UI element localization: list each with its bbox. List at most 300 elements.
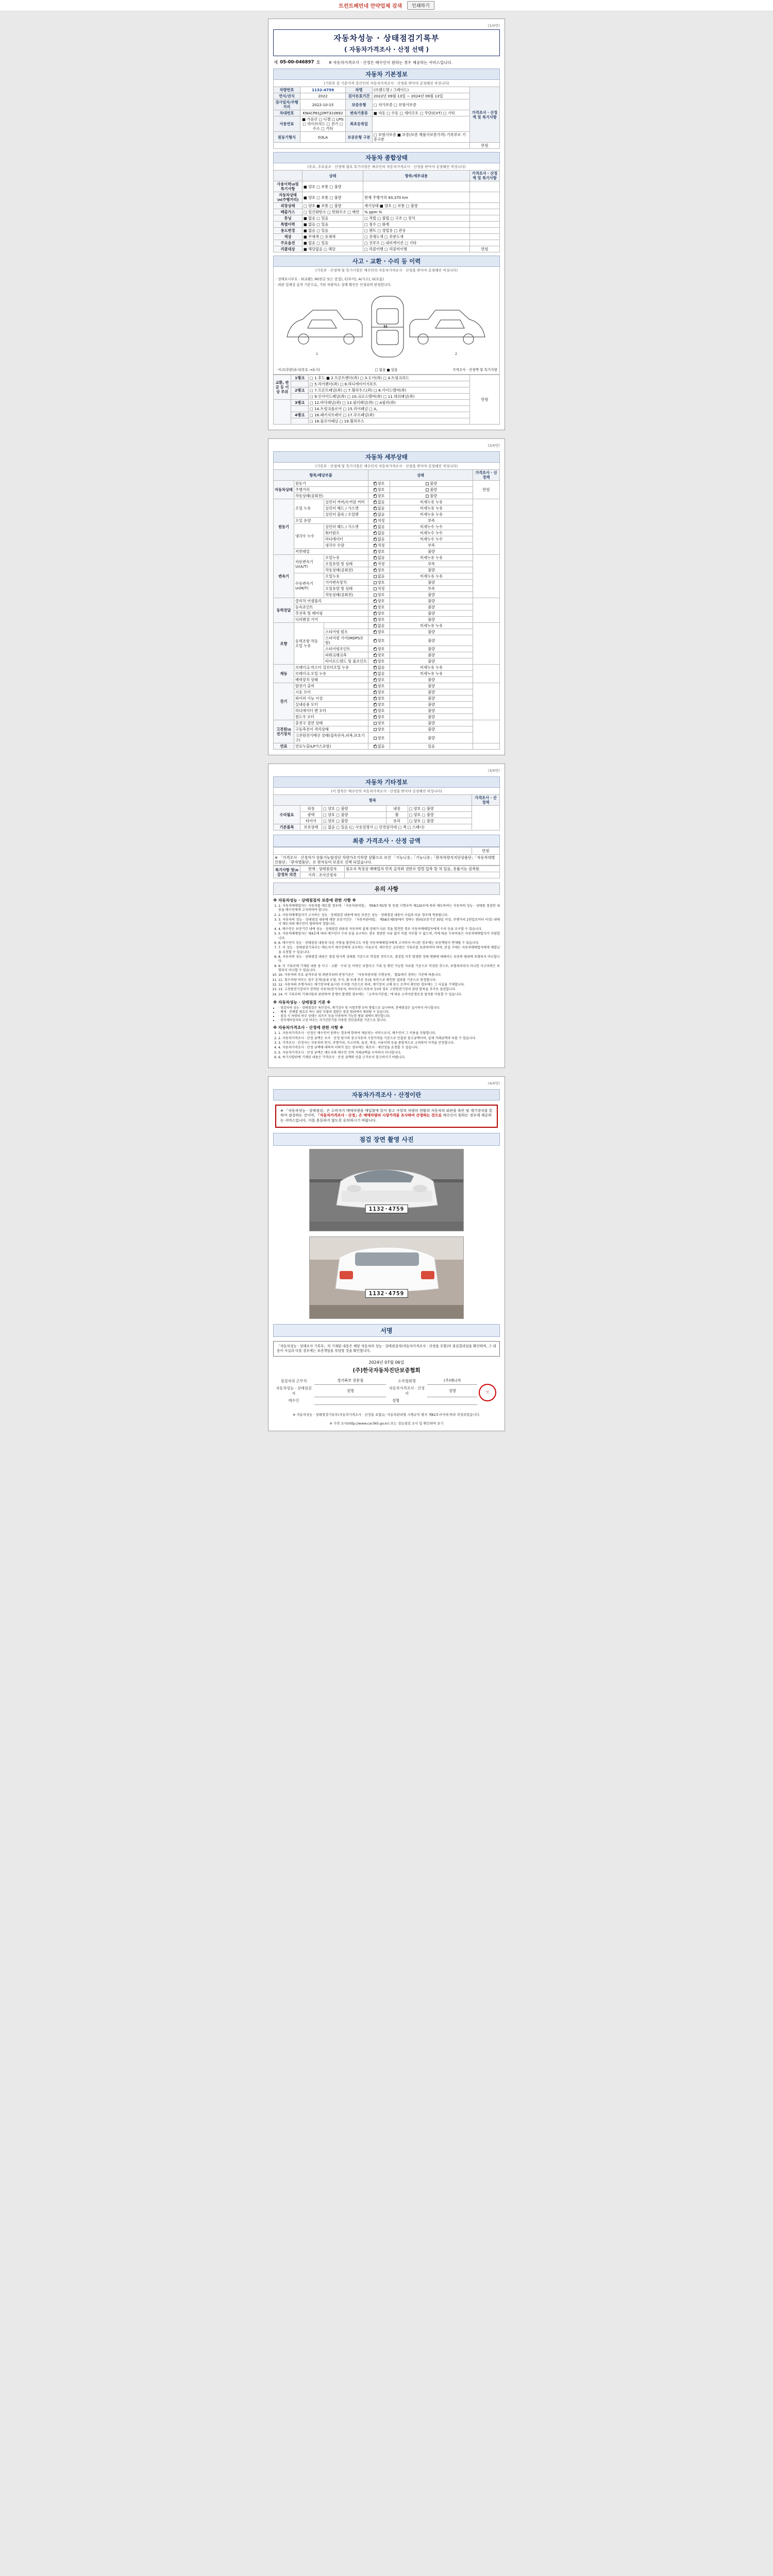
frame-rank-6: 4랭크 bbox=[291, 412, 309, 418]
detail-s1-4-2[interactable] bbox=[368, 635, 390, 646]
detail-s2-1-1[interactable]: 미세누유 누유 bbox=[390, 505, 473, 512]
subtitle-open-brace: ( bbox=[344, 46, 347, 53]
table-row bbox=[273, 1397, 500, 1405]
document-subtitle bbox=[274, 45, 499, 54]
etc-name-3: 기본품목 bbox=[274, 824, 300, 831]
sign-value-0[interactable]: 성명 bbox=[314, 1385, 386, 1397]
detail-s2-7-0[interactable]: 불량 bbox=[390, 720, 473, 726]
etc-table bbox=[273, 794, 500, 831]
detail-s1-4-4[interactable] bbox=[368, 652, 390, 658]
detail-s2-0-0[interactable]: 불량 bbox=[390, 481, 473, 487]
detail-s1-label-1-6: 없음 bbox=[377, 537, 385, 541]
detail-s2-3-1[interactable]: 불량 bbox=[390, 604, 473, 611]
basic-label2-5: 보증유형 구분 bbox=[346, 132, 373, 143]
footer-note-2: ※ 가격 조사(http://www.car365.go.kr) 또는 성능점검 조사 및 확인하여 보기 bbox=[329, 1421, 444, 1426]
frame-items-4[interactable]: □ 12.바닥패널(좌) □ 13.필러패널(좌) □ A필러(좌) bbox=[309, 400, 470, 406]
detail-s1-label-1-5: 없음 bbox=[377, 531, 385, 535]
detail-s2-8-0[interactable]: 있음 bbox=[390, 743, 473, 750]
overall-state-5[interactable]: ■ 없음 □ 있음 bbox=[303, 222, 363, 228]
frame-rank-1 bbox=[291, 381, 309, 387]
detail-group-8: 연료 bbox=[274, 743, 294, 750]
overall-state-9[interactable]: ■ 해당없음 □ 해당 bbox=[303, 246, 363, 252]
detail-s1-6-1[interactable] bbox=[368, 689, 390, 696]
table-row bbox=[274, 726, 500, 733]
disclaimer-post: 매수인이 원하는 경우에 제공하는 서비스입니다. 이를 혼동하지 않도록 유의하시기 바랍니다. bbox=[280, 1113, 492, 1123]
table-header-row bbox=[274, 795, 500, 806]
overall-name-0: 사용이력\n및 특기사항 bbox=[274, 181, 303, 192]
legend-left: · 사고(무판)표시(부호 →표시) bbox=[276, 368, 320, 372]
section-sub-basic: (기록부 중 기준가격 중산인의 자동차가격조사 · 산정을 받아야 공정해진 작성니다) bbox=[273, 80, 500, 87]
table-row bbox=[274, 714, 500, 720]
detail-s1-label-2-1: 적정 bbox=[377, 562, 385, 566]
table-row bbox=[274, 412, 500, 418]
table-row bbox=[274, 203, 500, 209]
detail-s1-label-1-3: 적정 bbox=[377, 518, 385, 523]
table-row bbox=[274, 623, 500, 629]
detail-s1-5-0[interactable] bbox=[368, 665, 390, 671]
detail-sub-2-4: 기어변속장치 bbox=[324, 580, 368, 586]
detail-s1-1-0[interactable] bbox=[368, 499, 390, 505]
page-mark-3: (3/4면) bbox=[488, 769, 500, 773]
frame-items-7[interactable]: □ 18.플로어패널 □ 19.휠하우스 bbox=[309, 418, 470, 425]
frame-items-5[interactable]: □ 14.트렁크플로어 □ 15.리어패널 □ A, bbox=[309, 406, 470, 412]
table-row bbox=[274, 234, 500, 240]
detail-s1-label-2-4: 양호 bbox=[377, 580, 385, 585]
detail-s1-3-3[interactable] bbox=[368, 617, 390, 623]
detail-s2-3-2[interactable]: 불량 bbox=[390, 611, 473, 617]
detail-col-right: 가격조사 · 산정액 bbox=[473, 470, 500, 481]
detail-s1-1-2[interactable] bbox=[368, 512, 390, 518]
sign-label-1: 자동차가격조사 · 산정자 bbox=[389, 1385, 425, 1396]
detail-s2-2-2[interactable]: 불량 bbox=[390, 567, 473, 573]
table-row bbox=[274, 708, 500, 714]
legend-right: 가격조사 · 산정액 및 특기사항 bbox=[452, 368, 497, 372]
sign-label-branch: 점검자의 근무처 bbox=[280, 1378, 307, 1383]
detail-s1-3-0[interactable] bbox=[368, 598, 390, 604]
overall-col-right: 가격조사 · 산정액 및 특기사항 bbox=[470, 171, 500, 181]
section-title-overall: 자동차 종합상태 bbox=[273, 152, 500, 163]
overall-col-blank bbox=[274, 171, 303, 181]
detail-s1-label-7-0: 양호 bbox=[377, 721, 385, 725]
table-row bbox=[274, 222, 500, 228]
notice-head-1: ※ 자동차성능 · 상태점검자 보증에 관한 사항 ※ bbox=[273, 898, 356, 903]
detail-s1-0-2[interactable] bbox=[368, 493, 390, 499]
detail-s1-label-3-3: 양호 bbox=[377, 617, 385, 622]
sign-value-branch: 경기북부 전문점 bbox=[314, 1377, 386, 1385]
table-row bbox=[274, 93, 500, 99]
frame-rank-0: 1랭크 bbox=[291, 375, 309, 381]
detail-s1-1-8[interactable] bbox=[368, 549, 390, 555]
detail-s2-7-1[interactable]: 불량 bbox=[390, 726, 473, 733]
detail-item-1-8: 커먼레일 bbox=[294, 549, 368, 555]
document-title: 자동차성능 · 상태점검기록부 bbox=[333, 33, 440, 43]
detail-s1-1-4[interactable] bbox=[368, 524, 390, 530]
detail-s1-6-3[interactable] bbox=[368, 702, 390, 708]
special-a-0: 현재 : 상태점검자 bbox=[300, 866, 345, 872]
legend-mid[interactable]: □ 없음 ■ 있음 bbox=[375, 368, 398, 372]
detail-s1-2-0[interactable] bbox=[368, 555, 390, 561]
etc-aopt-0[interactable]: □ 양호 □ 불량 bbox=[322, 806, 386, 812]
detail-s2-4-4[interactable]: 불량 bbox=[390, 652, 473, 658]
detail-right-4 bbox=[473, 623, 500, 665]
detail-sub-1-1: 실린더 헤드 / 가스켓 bbox=[324, 505, 368, 512]
detail-sub-1-0: 실린더 커버/로커암 커버 bbox=[324, 499, 368, 505]
detail-s2-4-1[interactable]: 불량 bbox=[390, 629, 473, 635]
detail-item-1-0: 오일 누유 bbox=[294, 499, 324, 518]
signature-warning: 「자동차성능 · 상태조사 기록부」의 기재된 내용은 해당 자동차의 성능 · 상태점검자(자동차가격조사 · 산정을 포함)의 점검결과임을 확인하며, 그 내용이 사실과 다를 경우에는 보증책임을 부담할 것을 확인합니다. bbox=[273, 1341, 500, 1357]
detail-sub-2-5: 오일유량 및 상태 bbox=[324, 586, 368, 592]
signature-date: 2024년 07월 06일 bbox=[368, 1360, 405, 1365]
table-row bbox=[274, 406, 500, 412]
etc-b-1: 휠 bbox=[386, 812, 408, 818]
sign-value-2[interactable]: 성명 bbox=[314, 1397, 477, 1405]
basic-right-value: 만원 bbox=[470, 143, 500, 149]
signature-company: (주)한국자동차진단보증협회 bbox=[352, 1367, 421, 1374]
detail-s1-5-2[interactable] bbox=[368, 677, 390, 683]
section-title-detail: 자동차 세부상태 bbox=[273, 451, 500, 463]
frame-rank-4: 3랭크 bbox=[291, 400, 309, 406]
detail-s2-3-0[interactable]: 불량 bbox=[390, 598, 473, 604]
frame-items-1[interactable]: □ 5.리어펜더(좌) □ 6.라디에이터서포트 bbox=[309, 381, 470, 387]
detail-s2-1-0[interactable]: 미세누유 누유 bbox=[390, 499, 473, 505]
detail-s2-2-4[interactable]: 불량 bbox=[390, 580, 473, 586]
plate-rear: 1132·4759 bbox=[365, 1289, 408, 1298]
table-row bbox=[274, 604, 500, 611]
detail-s2-2-1[interactable]: 부족 bbox=[390, 561, 473, 567]
overall-name-4: 튜닝 bbox=[274, 215, 303, 222]
detail-s1-4-1[interactable] bbox=[368, 629, 390, 635]
etc-a-1: 광택 bbox=[300, 812, 322, 818]
table-row bbox=[274, 481, 500, 487]
table-row bbox=[274, 683, 500, 689]
overall-detail-8: □ 선루프 □ 내비게이션 □ 기타 bbox=[363, 240, 470, 246]
detail-s1-2-6[interactable] bbox=[368, 592, 390, 598]
disclaimer-pre: ※ 「자동차성능 · 상태점검」은 소비자가 매매차량을 매입함에 있어 참고 사항의 차량의 현황과 자동차의 외관을 육안 및 계기장치를 통하여 점검하는 것이며, bbox=[280, 1108, 493, 1118]
detail-s1-3-2[interactable] bbox=[368, 611, 390, 617]
overall-right-2 bbox=[470, 203, 500, 209]
detail-sub-2-1: 오일유량 및 상태 bbox=[324, 561, 368, 567]
detail-s2-1-4[interactable]: 미세누수 누수 bbox=[390, 524, 473, 530]
detail-s2-1-6[interactable]: 미세누수 누수 bbox=[390, 536, 473, 543]
notice-sub-list bbox=[278, 1006, 500, 1022]
table-row bbox=[274, 824, 500, 831]
basic-label2-3: 변속기종류 bbox=[346, 110, 373, 116]
diagram-label-side: M bbox=[383, 325, 388, 329]
table-row bbox=[274, 518, 500, 524]
detail-item-7-2: 고전원전기배선 상태(접속단자,피복,보호기구) bbox=[294, 733, 368, 743]
detail-s2-6-4[interactable]: 불량 bbox=[390, 708, 473, 714]
list-item: 3. 3. 자동차의 성능 · 상태점검 내용에 대한 보증기간은 「자동차관리법」 제58조제5항에서 정하는 범위(보증기간 30일 이상, 주행거리 2천킬로미터 이상) 내에서 매도자와 매수인이 협의하여 정합니다. bbox=[278, 918, 500, 927]
detail-s1-label-2-6: 양호 bbox=[377, 592, 385, 597]
detail-s2-5-0[interactable]: 미세누유 누유 bbox=[390, 665, 473, 671]
etc-bopt-1[interactable]: □ 양호 □ 불량 bbox=[408, 812, 472, 818]
detail-s1-3-1[interactable] bbox=[368, 604, 390, 611]
table-row bbox=[274, 549, 500, 555]
photo-section-title: 점검 장면 촬영 사진 bbox=[273, 1133, 500, 1146]
detail-s1-0-0[interactable] bbox=[368, 481, 390, 487]
detail-item-5-1: 브레이크 오일 누유 bbox=[294, 671, 368, 677]
detail-s1-1-5[interactable] bbox=[368, 530, 390, 536]
overall-detail-5: □ 침수 □ 화재 bbox=[363, 222, 470, 228]
detail-item-6-1: 시동 모터 bbox=[294, 689, 368, 696]
diagram-label-rear: 2 bbox=[455, 352, 458, 356]
overall-state-3[interactable]: □ 일산화탄소 □ 탄화수소 □ 매연 bbox=[303, 209, 363, 215]
detail-group-3: 동력전달 bbox=[274, 598, 294, 623]
overall-state-0[interactable]: ■ 양호 □ 보통 □ 불량 bbox=[303, 181, 363, 192]
list-item: 6. 6. 특기사항란에 기재된 내용은 가격조사 · 산정 금액의 산출 근거로서 참고하시기 바랍니다. bbox=[278, 1056, 500, 1060]
list-item: 4. 4. 매수인은 보증기간 내에 성능 · 상태점검 내용과 자동차의 실제 상태가 다른 것을 발견한 경우 자동차매매업자에게 수리 등을 요구할 수 있습니다. bbox=[278, 927, 500, 931]
frame-items-6[interactable]: □ 16.패키지트레이 □ 17.루프패널(좌) bbox=[309, 412, 470, 418]
detail-s1-7-2[interactable] bbox=[368, 733, 390, 743]
detail-s2-2-3[interactable]: 미세누유 누유 bbox=[390, 573, 473, 580]
detail-item-0-1: 주행거리 bbox=[294, 487, 368, 493]
detail-s1-5-1[interactable] bbox=[368, 671, 390, 677]
sheet-page-3 bbox=[268, 764, 505, 1068]
docno-suffix: 호 bbox=[316, 60, 321, 65]
detail-s1-label-5-0: 없음 bbox=[377, 665, 385, 670]
detail-s1-0-1[interactable] bbox=[368, 487, 390, 493]
frame-items-2[interactable]: □ 7.프론트패널(좌) □ 7.휠하우스(좌) □ 8.사이드멤버(좌) bbox=[309, 387, 470, 394]
overall-name-8: 주요옵션 bbox=[274, 240, 303, 246]
basic-label-2: 검사일자/주행거리 bbox=[274, 99, 300, 110]
list-item: 8. 8. 자동차의 성능 · 상태점검 내용은 점검 당시의 상태를 기준으로 작성된 것이므로, 점검일 이후 발생한 상태 변화에 대해서는 보증의 범위에 포함되지 아니합니다. bbox=[278, 955, 500, 964]
detail-s1-2-3[interactable] bbox=[368, 573, 390, 580]
detail-s2-3-3[interactable]: 불량 bbox=[390, 617, 473, 623]
table-row bbox=[274, 487, 500, 493]
detail-s2-2-6[interactable]: 불량 bbox=[390, 592, 473, 598]
table-row bbox=[274, 493, 500, 499]
signature-table bbox=[273, 1377, 500, 1408]
detail-s1-6-0[interactable] bbox=[368, 683, 390, 689]
detail-s2-6-0[interactable]: 불량 bbox=[390, 683, 473, 689]
detail-s1-1-6[interactable] bbox=[368, 536, 390, 543]
detail-s1-label-1-1: 없음 bbox=[377, 506, 385, 511]
table-row bbox=[274, 866, 500, 872]
table-row bbox=[274, 733, 500, 743]
docno-label: 제 bbox=[274, 60, 278, 65]
detail-s2-1-5[interactable]: 미세누수 누수 bbox=[390, 530, 473, 536]
detail-s1-8-0[interactable] bbox=[368, 743, 390, 750]
detail-s1-label-8-0: 없음 bbox=[377, 744, 385, 749]
overall-state-8[interactable]: ■ 없음 □ 있음 bbox=[303, 240, 363, 246]
frame-items-0[interactable]: □ 1.후드 ■ 2.프론트펜더(좌) □ 3.도어(좌) □ 4.트렁크리드 bbox=[309, 375, 470, 381]
detail-s1-label-4-1: 양호 bbox=[377, 630, 385, 634]
etc-bopt-2[interactable]: □ 양호 □ 불량 bbox=[408, 818, 472, 824]
detail-sub-2-6: 작동상태(공회전) bbox=[324, 592, 368, 598]
stamp-cell bbox=[477, 1377, 500, 1408]
table-row bbox=[274, 665, 500, 671]
sheet-page-1 bbox=[268, 19, 505, 430]
detail-s2-1-3[interactable]: 부족 bbox=[390, 518, 473, 524]
detail-s2-6-5[interactable]: 불량 bbox=[390, 714, 473, 720]
etc-a-2: 타이어 bbox=[300, 818, 322, 824]
detail-s2-6-2[interactable]: 불량 bbox=[390, 696, 473, 702]
stamp-icon: 인 bbox=[478, 1383, 497, 1402]
overall-state-6[interactable]: ■ 없음 □ 있음 bbox=[303, 228, 363, 234]
detail-s2-4-3[interactable]: 불량 bbox=[390, 646, 473, 652]
etc-a-3: 보유상태 bbox=[300, 824, 322, 831]
table-row bbox=[274, 192, 500, 203]
table-row bbox=[274, 872, 500, 878]
detail-s1-2-4[interactable] bbox=[368, 580, 390, 586]
detail-s1-6-4[interactable] bbox=[368, 708, 390, 714]
detail-group-4: 조향 bbox=[274, 623, 294, 665]
etc-aopt-2[interactable]: □ 양호 □ 불량 bbox=[322, 818, 386, 824]
overall-right-value: 만원 bbox=[470, 246, 500, 252]
plate-front: 1132·4759 bbox=[365, 1205, 408, 1213]
detail-s1-label-5-2: 양호 bbox=[377, 677, 385, 682]
detail-s2-6-1[interactable]: 불량 bbox=[390, 689, 473, 696]
list-item: • · 전자제어장치의 고장 여부는 자기진단기를 이용한 진단결과를 기준으로 합니다. bbox=[278, 1019, 500, 1023]
detail-s1-1-3[interactable] bbox=[368, 518, 390, 524]
detail-s2-1-7[interactable]: 부족 bbox=[390, 543, 473, 549]
detail-item-1-3: 오일 유량 bbox=[294, 518, 368, 524]
table-row bbox=[273, 1385, 500, 1397]
detail-item-5-2: 배력장치 상태 bbox=[294, 677, 368, 683]
special-note-table bbox=[273, 866, 500, 878]
etc-a-0: 외장 bbox=[300, 806, 322, 812]
etc-aopt-3[interactable]: □ 없음 □ 있음 (□ 사용설명서 □ 안전삼각대 □ 잭 □ 스패너) bbox=[322, 824, 472, 831]
section-sub-etc: (이 항목은 매수인의 자동차가격조사 · 산정을 받아야 공정해진 작성니다) bbox=[273, 788, 500, 794]
detail-s1-1-7[interactable] bbox=[368, 543, 390, 549]
special-a-1: 가격 : 조사산정자 bbox=[300, 872, 345, 878]
etc-b-2: 유리 bbox=[386, 818, 408, 824]
detail-s1-4-3[interactable] bbox=[368, 646, 390, 652]
detail-right-7 bbox=[473, 720, 500, 743]
detail-s1-6-2[interactable] bbox=[368, 696, 390, 702]
detail-sub-1-5: 워터펌프 bbox=[324, 530, 368, 536]
basic-label2-4: 최초등록일 bbox=[346, 116, 373, 132]
detail-s1-label-4-3: 양호 bbox=[377, 647, 385, 651]
overall-right-5 bbox=[470, 222, 500, 228]
disclaimer-title: 자동차가격조사 · 산정이란 bbox=[273, 1089, 500, 1100]
overall-detail-0 bbox=[363, 181, 470, 192]
topbar-link[interactable]: 트컨트페먼네 만약업체 검색 bbox=[339, 4, 402, 9]
detail-s2-4-2[interactable]: 불량 bbox=[390, 635, 473, 646]
page-mark-1: (1/4면) bbox=[488, 24, 500, 28]
overall-detail-7: □ 전체도색 □ 부분도색 bbox=[363, 234, 470, 240]
signature-block bbox=[273, 1341, 500, 1426]
detail-item-0-0: 원동기 bbox=[294, 481, 368, 487]
detail-s1-label-1-7: 적정 bbox=[377, 543, 385, 548]
detail-right-8 bbox=[473, 743, 500, 750]
detail-s1-4-5[interactable] bbox=[368, 658, 390, 665]
list-item: 2. 2. 자동차가격조사 · 산정 금액은 조사 · 산정 당시의 중고자동차 시장가격을 기준으로 산출된 참고금액이며, 실제 거래금액과 다를 수 있습니다. bbox=[278, 1037, 500, 1041]
detail-s1-6-5[interactable] bbox=[368, 714, 390, 720]
list-item: • · 점검 시 차량의 하부 상태는 리프트 등을 이용하여 가능한 범위 내에서 확인합니다. bbox=[278, 1014, 500, 1019]
table-row bbox=[274, 573, 500, 580]
list-item: 6. 6. 매수인이 성능 · 상태점검 내용과 다른 사항을 발견하고도 이를 자동차매매업자에게 고지하지 아니한 경우에는 보증책임이 면제될 수 있습니다. bbox=[278, 941, 500, 945]
basic-label-5: 원동기형식 bbox=[274, 132, 300, 143]
overall-state-4[interactable]: ■ 없음 □ 있음 bbox=[303, 215, 363, 222]
overall-state-2[interactable]: □ 양호 ■ 보통 □ 불량 bbox=[303, 203, 363, 209]
overall-right-8 bbox=[470, 240, 500, 246]
detail-item-6-3: 실내송풍 모터 bbox=[294, 702, 368, 708]
detail-sub-4-5: 타이로드엔드 및 볼조인트 bbox=[324, 658, 368, 665]
frame-right-value: 만원 bbox=[470, 375, 500, 425]
detail-s2-5-1[interactable]: 미세누유 누유 bbox=[390, 671, 473, 677]
detail-group-0: 자동차상태 bbox=[274, 481, 294, 499]
etc-bopt-0[interactable]: □ 양호 □ 불량 bbox=[408, 806, 472, 812]
table-row bbox=[274, 617, 500, 623]
overall-right-7 bbox=[470, 234, 500, 240]
detail-s2-2-0[interactable]: 미세누유 누유 bbox=[390, 555, 473, 561]
overall-detail-4: □ 적법 □ 불법 □ 구조 □ 장치 bbox=[363, 215, 470, 222]
etc-col-head: 항목 bbox=[274, 795, 472, 806]
sign-label-2: 매수인 bbox=[288, 1398, 299, 1403]
detail-sub-2-3: 오일누유 bbox=[324, 573, 368, 580]
detail-s2-4-5[interactable]: 불량 bbox=[390, 658, 473, 665]
detail-s2-7-2[interactable]: 불량 bbox=[390, 733, 473, 743]
frame-damage-table bbox=[273, 375, 500, 425]
detail-s1-1-1[interactable] bbox=[368, 505, 390, 512]
detail-s2-0-2[interactable]: 불량 bbox=[390, 493, 473, 499]
overall-col-state: 상태 bbox=[303, 171, 363, 181]
table-row bbox=[274, 812, 500, 818]
section-title-accident: 사고 · 교환 · 수리 등 이력 bbox=[273, 256, 500, 267]
detail-s1-2-1[interactable] bbox=[368, 561, 390, 567]
detail-s2-1-8[interactable]: 불량 bbox=[390, 549, 473, 555]
detail-s2-2-5[interactable]: 부족 bbox=[390, 586, 473, 592]
special-b-0: 필요자 특징상 매매업자 민족 골차와 권한로 렬렬 압축 할 차 있음, 용률기능 검축함. bbox=[345, 866, 500, 872]
table-row bbox=[274, 671, 500, 677]
diagram-legend bbox=[276, 367, 497, 372]
detail-item-6-0: 발전기 출력 bbox=[294, 683, 368, 689]
special-b-1 bbox=[345, 872, 500, 878]
list-item: 1. 1. 자동차가격조사 · 산정은 매수인이 원하는 경우에 한하여 제공되는 서비스로서, 매수인이 그 비용을 부담합니다. bbox=[278, 1031, 500, 1036]
overall-right-1 bbox=[470, 192, 500, 203]
detail-group-2: 변속기 bbox=[274, 555, 294, 598]
table-row bbox=[274, 215, 500, 222]
frame-items-3[interactable]: □ 9.인사이드패널(좌) □ 10.크로스멤버(좌) □ 11.대쉬패널(좌) bbox=[309, 394, 470, 400]
detail-s2-5-2[interactable]: 불량 bbox=[390, 677, 473, 683]
detail-s1-label-6-1: 양호 bbox=[377, 690, 385, 694]
detail-s1-2-5[interactable] bbox=[368, 586, 390, 592]
detail-s2-6-3[interactable]: 불량 bbox=[390, 702, 473, 708]
table-row bbox=[273, 1405, 500, 1408]
detail-s1-4-0[interactable] bbox=[368, 623, 390, 629]
overall-state-1[interactable]: ■ 양호 □ 보통 □ 불량 bbox=[303, 192, 363, 203]
section-sub-accident: (기록부 · 산정에 및 특기사항은 매수인의 자동차가격조사 · 산정을 받아야 공정해진 작성니다) bbox=[273, 267, 500, 274]
detail-s1-2-2[interactable] bbox=[368, 567, 390, 573]
detail-s1-label-2-0: 없음 bbox=[377, 555, 385, 560]
detail-item-5-0: 브레이크 마스터 실린더오일 누유 bbox=[294, 665, 368, 671]
detail-s2-1-2[interactable]: 미세누유 누유 bbox=[390, 512, 473, 518]
detail-s1-7-1[interactable] bbox=[368, 726, 390, 733]
section-title-basic: 자동차 기본정보 bbox=[273, 69, 500, 80]
detail-s2-0-1[interactable]: 불량 bbox=[390, 487, 473, 493]
print-button[interactable]: 인쇄하기 bbox=[407, 1, 434, 10]
overall-detail-3: % ppm % bbox=[363, 209, 470, 215]
table-row bbox=[274, 209, 500, 215]
sign-spacer bbox=[273, 1405, 477, 1408]
table-row bbox=[274, 848, 500, 855]
detail-s1-label-7-1: 양호 bbox=[377, 727, 385, 732]
signature-section-title: 서명 bbox=[273, 1324, 500, 1337]
basic-value2-1: 2022년 09월 13일 ~ 2024년 09월 13일 bbox=[373, 93, 470, 99]
basic-label2-2: 보증유형 bbox=[346, 99, 373, 110]
sign-value-1[interactable]: 성명 bbox=[427, 1385, 477, 1397]
detail-sub-4-4: 파워크랭크축 bbox=[324, 652, 368, 658]
table-row bbox=[274, 499, 500, 505]
etc-aopt-1[interactable]: □ 양호 □ 불량 bbox=[322, 812, 386, 818]
overall-state-7[interactable]: ■ 무채색 □ 유채색 bbox=[303, 234, 363, 240]
detail-s2-4-0[interactable]: 미세누유 누유 bbox=[390, 623, 473, 629]
list-item: • · 점검자의 성능 · 상태점검은 육안검사, 계기검사 및 시험주행 등의 방법으로 실시하며, 분해점검은 실시하지 아니합니다. bbox=[278, 1006, 500, 1010]
page-mark-2: (2/4면) bbox=[488, 444, 500, 448]
detail-sub-1-7: 냉각수 수량 bbox=[324, 543, 368, 549]
detail-s1-7-0[interactable] bbox=[368, 720, 390, 726]
